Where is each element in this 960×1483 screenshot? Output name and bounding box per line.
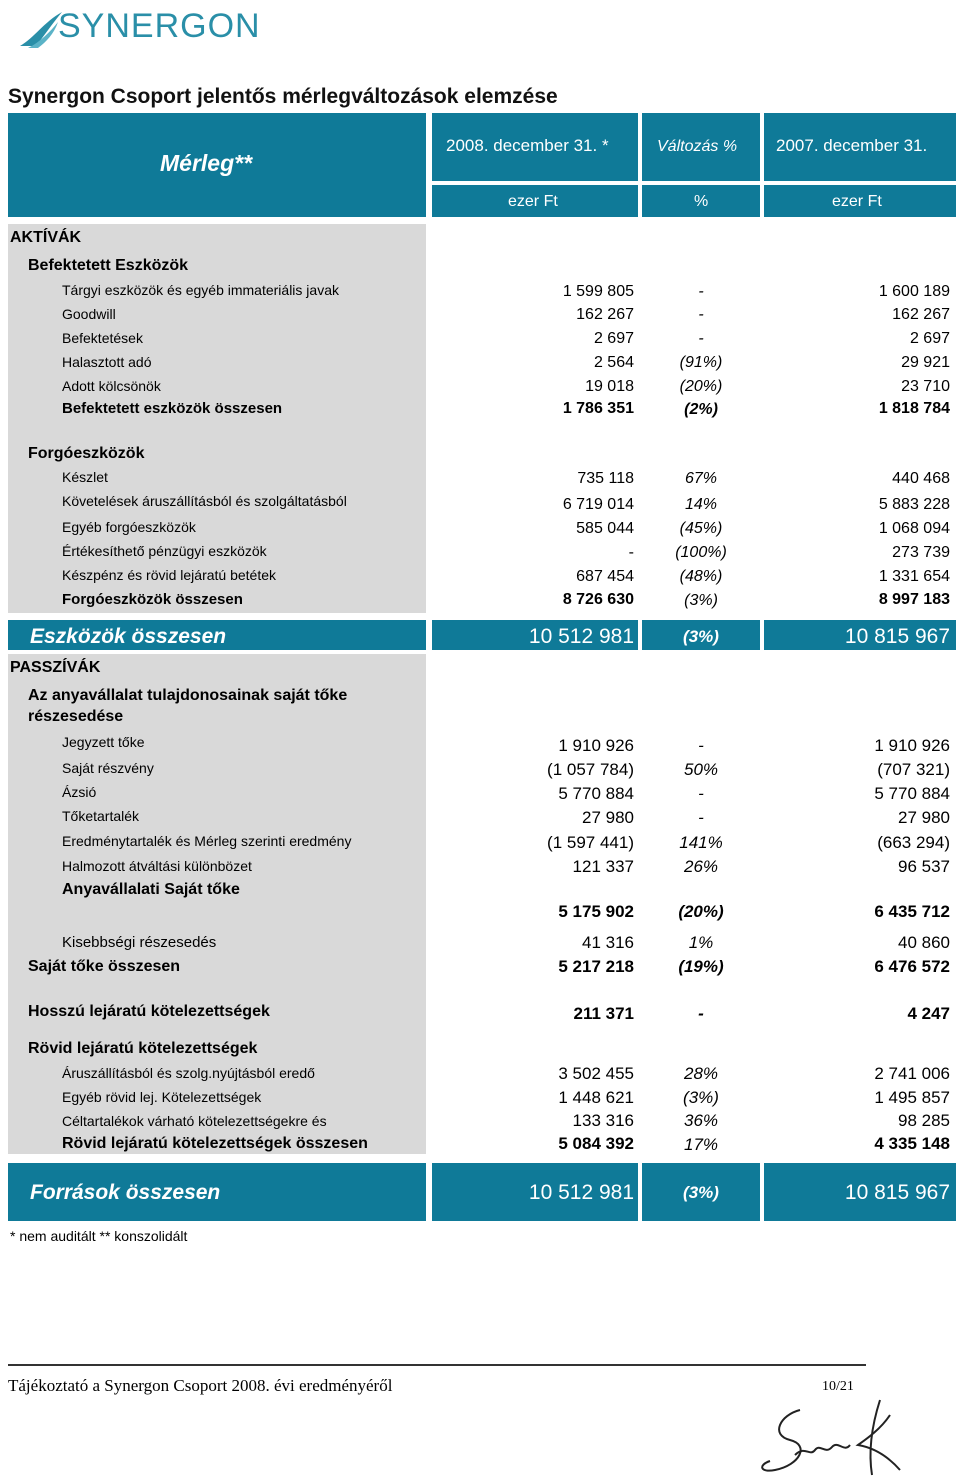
- row-v2: 67%: [684, 470, 718, 487]
- row-v3: 2 741 006: [874, 1064, 950, 1083]
- row-v1: 5 770 884: [558, 784, 634, 803]
- row-v1: 133 316: [572, 1111, 634, 1130]
- assets-total-v2: (3%): [683, 627, 719, 646]
- liabilities-total-v2: (3%): [683, 1183, 719, 1202]
- row-v1: 121 337: [572, 857, 634, 876]
- row-v3: 1 068 094: [878, 520, 950, 537]
- row-label: Készpénz és rövid lejáratú betétek: [62, 567, 277, 583]
- row-v2: (3%): [684, 592, 718, 609]
- page-title: Synergon Csoport jelentős mérlegváltozások elemzése: [8, 85, 558, 108]
- brand-name: SYNERGON: [58, 7, 261, 45]
- assets-total-v3: 10 815 967: [844, 625, 950, 648]
- row-v2: 141%: [679, 833, 723, 852]
- row-v3: 5 883 228: [878, 496, 950, 513]
- row-label: Saját részvény: [62, 760, 154, 776]
- row-v2: 17%: [683, 1135, 719, 1154]
- row-v1: 5 084 392: [558, 1134, 634, 1153]
- row-label: Goodwill: [62, 306, 116, 322]
- row-v2: -: [698, 736, 704, 755]
- row-v2: -: [698, 1004, 704, 1023]
- row-v3: 273 739: [892, 544, 950, 561]
- row-v1: 27 980: [582, 808, 634, 827]
- row-v1: 585 044: [576, 520, 634, 537]
- row-label: PASSZÍVÁK: [10, 659, 101, 676]
- row-label: Egyéb rövid lej. Kötelezettségek: [62, 1089, 262, 1105]
- row-v1: -: [628, 544, 634, 561]
- row-v1: 735 118: [577, 470, 634, 487]
- row-v3: 1 818 784: [878, 400, 950, 417]
- row-label: Hosszú lejáratú kötelezettségek: [28, 1003, 270, 1020]
- row-v2: -: [698, 306, 704, 323]
- row-v1: 1 599 805: [562, 283, 634, 300]
- signature-image: [740, 1395, 920, 1480]
- row-v1: 6 719 014: [562, 496, 634, 513]
- row-v2: (100%): [675, 544, 727, 561]
- row-v3: 1 600 189: [878, 283, 950, 300]
- row-label: Az anyavállalat tulajdonosainak saját tőke: [28, 687, 348, 704]
- row-v2: (48%): [679, 568, 723, 585]
- row-v2: (91%): [679, 354, 723, 371]
- row-v1: 687 454: [576, 568, 634, 585]
- row-v2: (19%): [678, 957, 724, 976]
- header-unit3: ezer Ft: [832, 193, 882, 210]
- row-v3: 1 495 857: [874, 1088, 950, 1107]
- row-label: Forgóeszközök összesen: [62, 591, 243, 608]
- row-v3: 5 770 884: [874, 784, 950, 803]
- row-v1: (1 597 441): [547, 833, 634, 852]
- header-unit2: %: [694, 193, 709, 210]
- footer-text: Tájékoztató a Synergon Csoport 2008. évi eredményéről: [8, 1376, 393, 1395]
- row-v1: 2 564: [593, 354, 634, 371]
- row-label: Befektetések: [62, 330, 143, 346]
- row-v3: 8 997 183: [878, 591, 950, 608]
- row-label: Egyéb forgóeszközök: [62, 519, 196, 535]
- liabilities-total-v1: 10 512 981: [528, 1181, 634, 1204]
- row-v2: -: [698, 283, 704, 300]
- row-label: AKTÍVÁK: [10, 229, 82, 246]
- row-label: Értékesíthető pénzügyi eszközök: [62, 543, 267, 559]
- row-v1: 5 175 902: [558, 902, 634, 921]
- row-label: Készlet: [62, 469, 108, 485]
- row-v3: 23 710: [901, 378, 950, 395]
- row-v2: (3%): [683, 1088, 719, 1107]
- row-v2: (45%): [679, 520, 723, 537]
- row-v3: (707 321): [877, 760, 950, 779]
- row-label: Tárgyi eszközök és egyéb immateriális javak: [62, 282, 339, 298]
- row-label: Jegyzett tőke: [62, 734, 145, 750]
- row-v3: 162 267: [892, 306, 950, 323]
- row-v1: 3 502 455: [558, 1064, 634, 1083]
- row-v3: 4 335 148: [874, 1134, 950, 1153]
- row-label: Anyavállalati Saját tőke: [62, 881, 240, 898]
- row-v1: 5 217 218: [558, 957, 634, 976]
- footer-divider: [8, 1364, 866, 1366]
- row-v1: 8 726 630: [562, 591, 634, 608]
- row-label: Ázsió: [62, 784, 97, 800]
- row-v3: 440 468: [892, 470, 950, 487]
- row-v3: 29 921: [901, 354, 950, 371]
- row-v3: 96 537: [898, 857, 950, 876]
- row-label: Befektetett Eszközök: [28, 257, 189, 274]
- row-v3: 4 247: [907, 1004, 950, 1023]
- row-v2: 28%: [683, 1064, 719, 1083]
- row-v3: 1 910 926: [874, 736, 950, 755]
- row-v2: -: [698, 784, 704, 803]
- row-label: Halmozott átváltási különbözet: [62, 858, 252, 874]
- row-v2: 14%: [684, 496, 718, 513]
- row-v1: 41 316: [582, 933, 634, 952]
- row-v2: 36%: [683, 1111, 719, 1130]
- liabilities-total-label: Források összesen: [30, 1181, 221, 1204]
- row-v2: (20%): [679, 378, 723, 395]
- row-v1: 1 910 926: [558, 736, 634, 755]
- row-label: Áruszállításból és szolg.nyújtásból eredő: [62, 1065, 315, 1081]
- assets-total-label: Eszközök összesen: [30, 625, 227, 648]
- row-v3: 40 860: [898, 933, 950, 952]
- row-v1: 2 697: [593, 330, 634, 347]
- row-v3: (663 294): [877, 833, 950, 852]
- row-label: Rövid lejáratú kötelezettségek: [28, 1040, 258, 1057]
- footnote: * nem auditált ** konszolidált: [10, 1228, 188, 1244]
- row-v2: (20%): [678, 902, 724, 921]
- row-v2: 26%: [683, 857, 719, 876]
- row-v2: -: [698, 808, 704, 827]
- row-v2: (2%): [684, 401, 718, 418]
- row-v3: 6 435 712: [874, 902, 950, 921]
- header-unit1: ezer Ft: [508, 193, 558, 210]
- row-v3: 27 980: [898, 808, 950, 827]
- page-number: 10/21: [822, 1379, 854, 1394]
- row-v2: -: [698, 330, 704, 347]
- row-v3: 1 331 654: [878, 568, 950, 585]
- assets-total-v1: 10 512 981: [528, 625, 634, 648]
- row-v1: 1 786 351: [562, 400, 634, 417]
- row-label: Eredménytartalék és Mérleg szerinti eredmény: [62, 833, 352, 849]
- header-col3: 2007. december 31.: [776, 136, 928, 155]
- header-col2: Változás %: [657, 138, 738, 155]
- liabilities-total-v3: 10 815 967: [844, 1181, 950, 1204]
- row-label: Saját tőke összesen: [28, 958, 181, 975]
- row-label: Követelések áruszállításból és szolgáltatásból: [62, 493, 347, 509]
- row-v3: 98 285: [898, 1111, 950, 1130]
- row-v1: 1 448 621: [558, 1088, 634, 1107]
- row-v1: 211 371: [573, 1004, 634, 1023]
- row-label: Adott kölcsönök: [62, 378, 161, 394]
- row-label: Befektetett eszközök összesen: [62, 400, 283, 417]
- row-v3: 6 476 572: [874, 957, 950, 976]
- row-v1: 19 018: [585, 378, 634, 395]
- row-label: Halasztott adó: [62, 354, 152, 370]
- row-label: Kisebbségi részesedés: [62, 934, 217, 951]
- row-label: részesedése: [28, 708, 124, 725]
- header-col1: 2008. december 31. *: [446, 136, 609, 155]
- row-v1: (1 057 784): [547, 760, 634, 779]
- row-label: Rövid lejáratú kötelezettségek összesen: [62, 1135, 368, 1152]
- row-v1: 162 267: [576, 306, 634, 323]
- row-v3: 2 697: [909, 330, 950, 347]
- row-v2: 1%: [688, 933, 714, 952]
- row-label: Céltartalékok várható kötelezettségekre és: [62, 1113, 327, 1129]
- row-v2: 50%: [683, 760, 719, 779]
- row-label: Forgóeszközök: [28, 445, 145, 462]
- header-label: Mérleg**: [160, 150, 253, 176]
- row-label: Tőketartalék: [62, 808, 140, 824]
